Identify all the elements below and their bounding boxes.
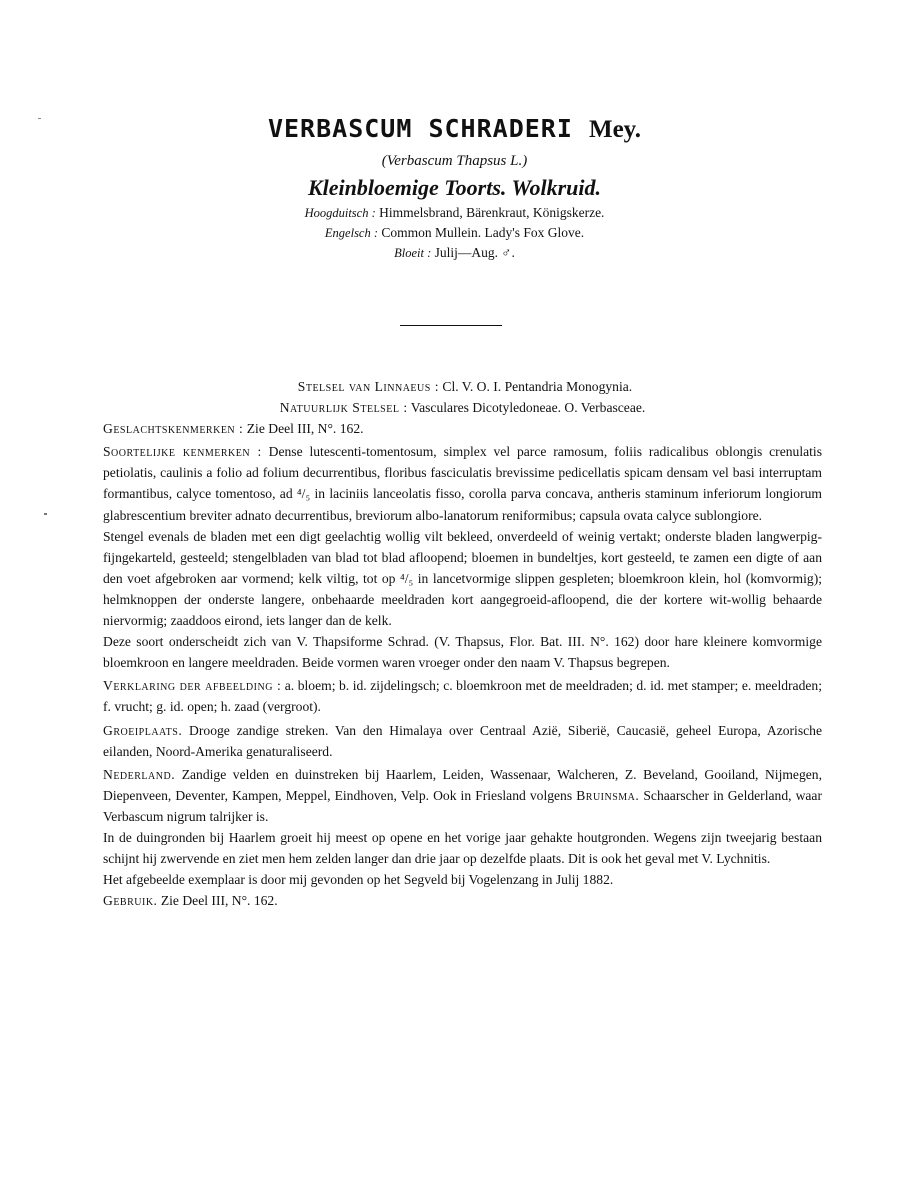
figure-text: a. bloem; b. id. zijdelingsch; c. bloemkroon met de meeldraden; d. id. met stamper; e. meeldraden; f. vrucht; g. id. open; h. zaad (vergroot). (103, 678, 822, 715)
netherlands-text: Zandige velden en duinstreken bij Haarlem, Leiden, Wassenaar, Walcheren, Z. Beveland, Gooiland, Nijmegen, Diepenveen, Deventer, Kampen, Meppel, Eindhoven, Velp. Ook in Friesland volgens (103, 766, 822, 803)
use-line (103, 890, 822, 911)
plant-header (0, 112, 909, 263)
species-name: VERBASCUM SCHRADERI (267, 114, 573, 143)
comparison-paragraph: Deze soort onderscheidt zich van V. Thapsiforme Schrad. (V. Thapsus, Flor. Bat. III. N°. 162) door hare kleinere komvormige bloemkroon en langere meeldraden. Beide vormen waren vroeger onder den naam V. Thapsus begrepen. (103, 634, 822, 671)
habitat-text: Drooge zandige streken. Van den Himalaya over Centraal Azië, Siberië, Caucasië, geheel Europa, Azorische eilanden, Noord-Amerika genaturaliseerd. (103, 722, 822, 759)
genus-label: Geslachtskenmerken : (103, 421, 244, 437)
netherlands-distribution (103, 764, 822, 827)
bruinsma-ref: Bruinsma. (576, 787, 640, 803)
english-label: Engelsch : (324, 226, 379, 240)
use-label: Gebruik. (103, 893, 158, 909)
figure-label: Verklaring der afbeelding : (103, 678, 282, 694)
natural-label: Natuurlijk Stelsel : (279, 400, 408, 416)
german-names: Himmelsbrand, Bärenkraut, Königskerze. (379, 205, 605, 220)
english-names-line (0, 223, 909, 243)
natural-system (103, 397, 822, 418)
use-text: Zie Deel III, N°. 162. (160, 893, 278, 909)
species-label: Soortelijke kenmerken : (103, 444, 262, 460)
linnaeus-system (103, 376, 822, 397)
dunes-paragraph: In de duingronden bij Haarlem groeit hij meest op opene en het vorige jaar gehakte houtgronden. Wegens zijn tweejarig bestaan schijnt hij zwervende en ziet men hem zelden langer dan drie jaar op dezelfde plaats. Dit is ook het geval met V. Lychnitis. (103, 829, 822, 867)
bloom-line (0, 243, 909, 263)
description-body (103, 376, 822, 911)
netherlands-text-cont: Schaarscher in Gelderland, waar Verbascum nigrum talrijker is. (103, 787, 822, 824)
specimen-paragraph: Het afgebeelde exemplaar is door mij gevonden op het Segveld bij Vogelenzang in Julij 1882. (103, 872, 614, 888)
natural-text: Vasculares Dicotyledoneae. O. Verbasceae. (410, 400, 646, 416)
german-names-line (0, 203, 909, 223)
scan-speck (44, 513, 47, 515)
dutch-name: Kleinbloemige Toorts. Wolkruid. (308, 175, 601, 200)
species-title (0, 112, 909, 147)
genus-characters (103, 418, 822, 439)
description-paragraph: Stengel evenals de bladen met een digt geelachtig wollig vilt bekleed, onverdeeld of weinig vertakt; onderste bladen langwerpig-fijngekarteld, gesteeld; stengelbladen van blad tot blad afloopend; bloemen in bundeltjes, kort gesteeld, te zamen een digte of aan den voet afgebroken aar vormend; kelk viltig, tot op ⁴/₅ in lancetvormige slippen gespleten; bloemkroon klein, hol (komvormig); helmknoppen der onderste langere, onbehaarde meeldraden kort aangegroeid-afloopend, die der kortere wit-wollig behaarde niervormig; zaaddoos eirond, iets langer dan de kelk. (103, 528, 822, 629)
species-author: Mey. (588, 116, 642, 143)
english-names: Common Mullein. Lady's Fox Glove. (381, 225, 585, 240)
genus-text: Zie Deel III, N°. 162. (246, 421, 364, 437)
synonym: (Verbascum Thapsus L.) (381, 153, 528, 169)
linnaeus-text: Cl. V. O. I. Pentandria Monogynia. (442, 379, 633, 394)
species-characters (103, 441, 822, 525)
habitat (103, 720, 822, 762)
species-text: Dense lutescenti-tomentosum, simplex vel parce ramosum, foliis radicalibus oblongis crenulatis petiolatis, caulinis a folio ad folium decurrentibus, floribus fasciculatis brevissime pedicellatis spicam densam vel basi interruptam formantibus, calyce tomentoso, ad ⁴/₅ in laciniis lanceolatis fisso, corolla parva concava, antheris staminum inferiorum longiorum glabrescentium breviter adnato decurrentibus, breviorum albo-lanatorum reniformibus; capsula ovata calyce sublongiore. (103, 444, 822, 523)
bloom-label: Bloeit : (394, 246, 432, 260)
divider-rule (400, 325, 502, 326)
german-label: Hoogduitsch : (304, 206, 376, 220)
netherlands-label: Nederland. (103, 766, 176, 782)
habitat-label: Groeiplaats. (103, 722, 183, 738)
figure-explanation (103, 675, 822, 717)
bloom-value: Julij—Aug. ♂. (434, 245, 515, 260)
linnaeus-label: Stelsel van Linnaeus : (297, 379, 439, 394)
